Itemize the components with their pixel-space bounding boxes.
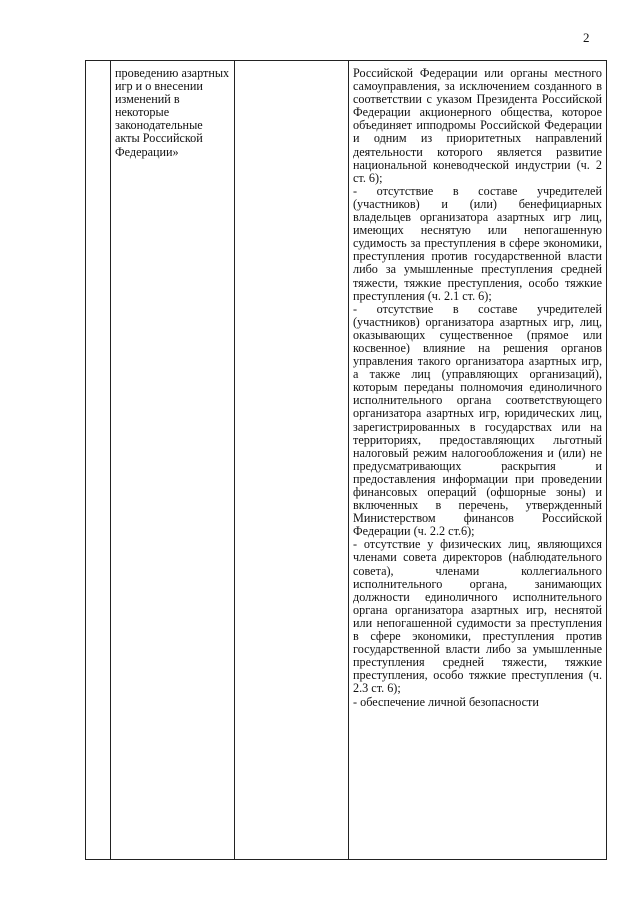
table-cell-law-title — [111, 61, 235, 860]
paragraph: - обеспечение личной безопасности — [353, 694, 539, 709]
paragraph: - отсутствие в составе учредителей (участников) организатора азартных игр, лиц, оказывающих существенное (прямое или косвенное) влияние на решения органов управления такого организатора азартных игр, а также лиц (управляющих организаций), которым переданы полномочия единоличного исполнительного органа соответствующего организатора азартных игр, юридических лиц, зарегистрированных в государствах или на территориях, предоставляющих льготный налоговый режим налогообложения и (или) не предусматривающих раскрытия и предоставления информации при проведении финансовых операций (офшорные зоны) и включенных в перечень, утвержденный Министерством финансов Российской Федерации (ч. 2.2 ст.6); — [353, 301, 602, 539]
table-row — [86, 61, 607, 860]
document-table — [85, 60, 607, 860]
page-number: 2 — [583, 30, 590, 45]
paragraph: - отсутствие в составе учредителей (участников) и (или) бенефициарных владельцев организатора азартных игр лиц, имеющих неснятую или непогашенную судимость за преступления в сфере экономики, преступления против государственной власти либо за умышленные преступления средней тяжести, тяжкие преступления, особо тяжкие преступления (ч. 2.1 ст. 6); — [353, 183, 602, 303]
paragraph: - отсутствие у физических лиц, являющихся членами совета директоров (наблюдательного совета), членами коллегиального исполнительного органа, занимающих должности единоличного исполнительного органа организатора азартных игр, неснятой или непогашенной судимости за преступления в сфере экономики, преступления против государственной власти либо за умышленные преступления средней тяжести, тяжкие преступления, особо тяжкие преступления (ч. 2.3 ст. 6); — [353, 537, 602, 696]
table-cell-requirements — [349, 61, 607, 860]
paragraph: Российской Федерации или органы местного самоуправления, за исключением созданного в соответствии с указом Президента Российской Федерации акционерного общества, которое объединяет ипподромы Российской Федерации и одним из приоритетных направлений деятельности которого является развитие национальной коневодческой индустрии (ч. 2 ст. 6); — [353, 66, 602, 185]
cell-text: проведению азартных игр и о внесении изменений в некоторые законодательные акты Российской Федерации» — [115, 66, 230, 159]
table-cell-empty — [235, 61, 349, 860]
table-cell-number — [86, 61, 111, 860]
